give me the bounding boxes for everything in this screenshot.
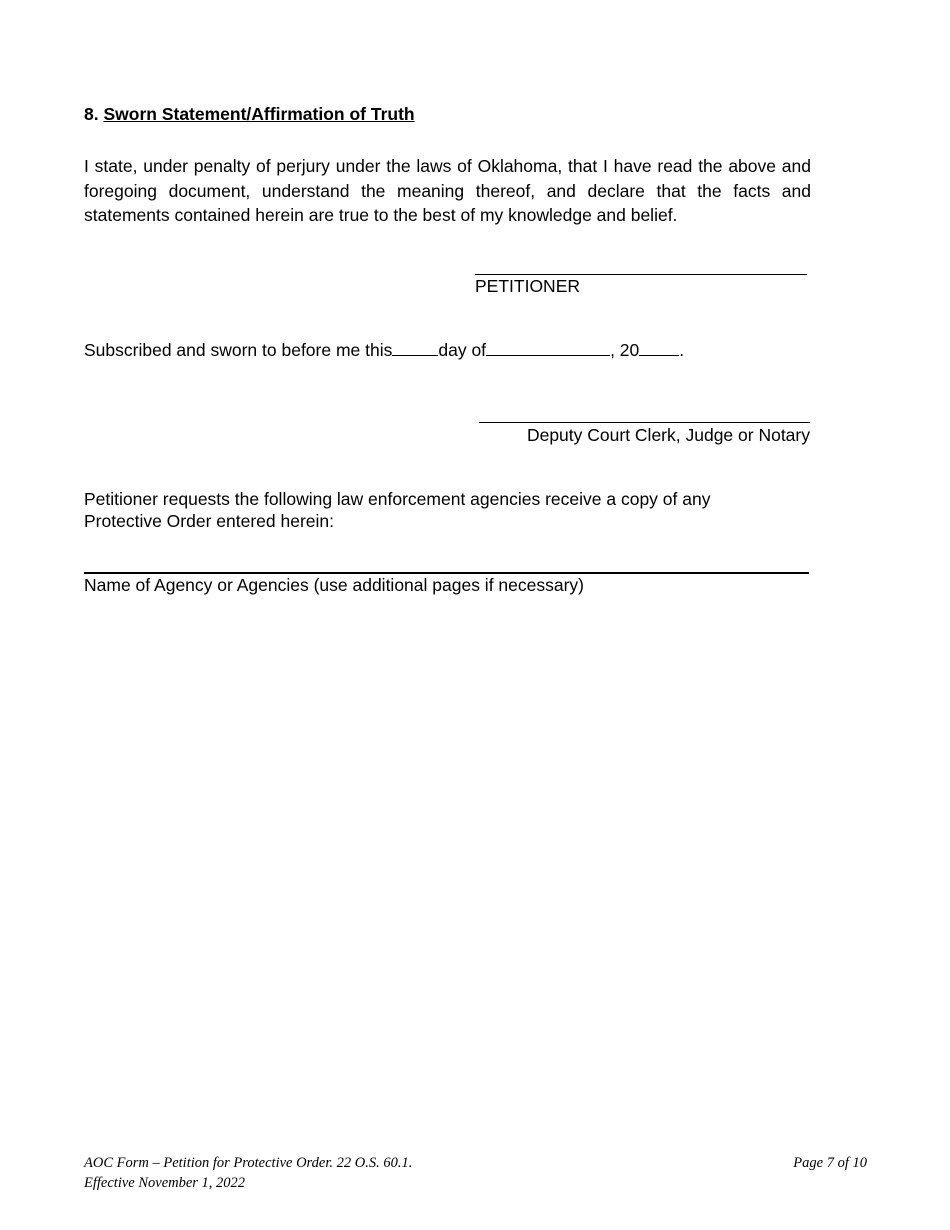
- section-heading: [84, 104, 415, 125]
- agency-request-line2: Protective Order entered herein:: [84, 511, 334, 531]
- page-number: Page 7 of 10: [793, 1155, 867, 1171]
- footer-effective-date: Effective November 1, 2022: [84, 1175, 246, 1191]
- year-blank[interactable]: [639, 341, 679, 356]
- agency-name-label: Name of Agency or Agencies (use additional pages if necessary): [84, 575, 585, 595]
- section-number: 8.: [84, 104, 99, 124]
- sworn-end: .: [679, 340, 685, 360]
- section-title: Sworn Statement/Affirmation of Truth: [103, 104, 415, 124]
- sworn-prefix: Subscribed and sworn to before me this: [84, 340, 393, 360]
- footer-form-name: AOC Form – Petition for Protective Order. 22 O.S. 60.1.: [84, 1155, 413, 1171]
- month-blank[interactable]: [486, 341, 610, 356]
- day-of-text: day of: [438, 340, 487, 360]
- year-prefix: , 20: [610, 340, 640, 360]
- agency-request-line1: Petitioner requests the following law enforcement agencies receive a copy of any: [84, 489, 711, 509]
- clerk-signature-label: Deputy Court Clerk, Judge or Notary: [526, 425, 810, 445]
- sworn-statement-line: [84, 338, 684, 362]
- petitioner-label: PETITIONER: [475, 276, 581, 296]
- day-blank[interactable]: [392, 341, 438, 356]
- affirmation-statement: I state, under penalty of perjury under the laws of Oklahoma, that I have read the above and foregoing document, understand the meaning thereof, and declare that the facts and statements contained herein are true to the best of my knowledge and belief.: [84, 156, 811, 225]
- agency-request: [84, 488, 784, 532]
- footer-form-info: [84, 1153, 412, 1193]
